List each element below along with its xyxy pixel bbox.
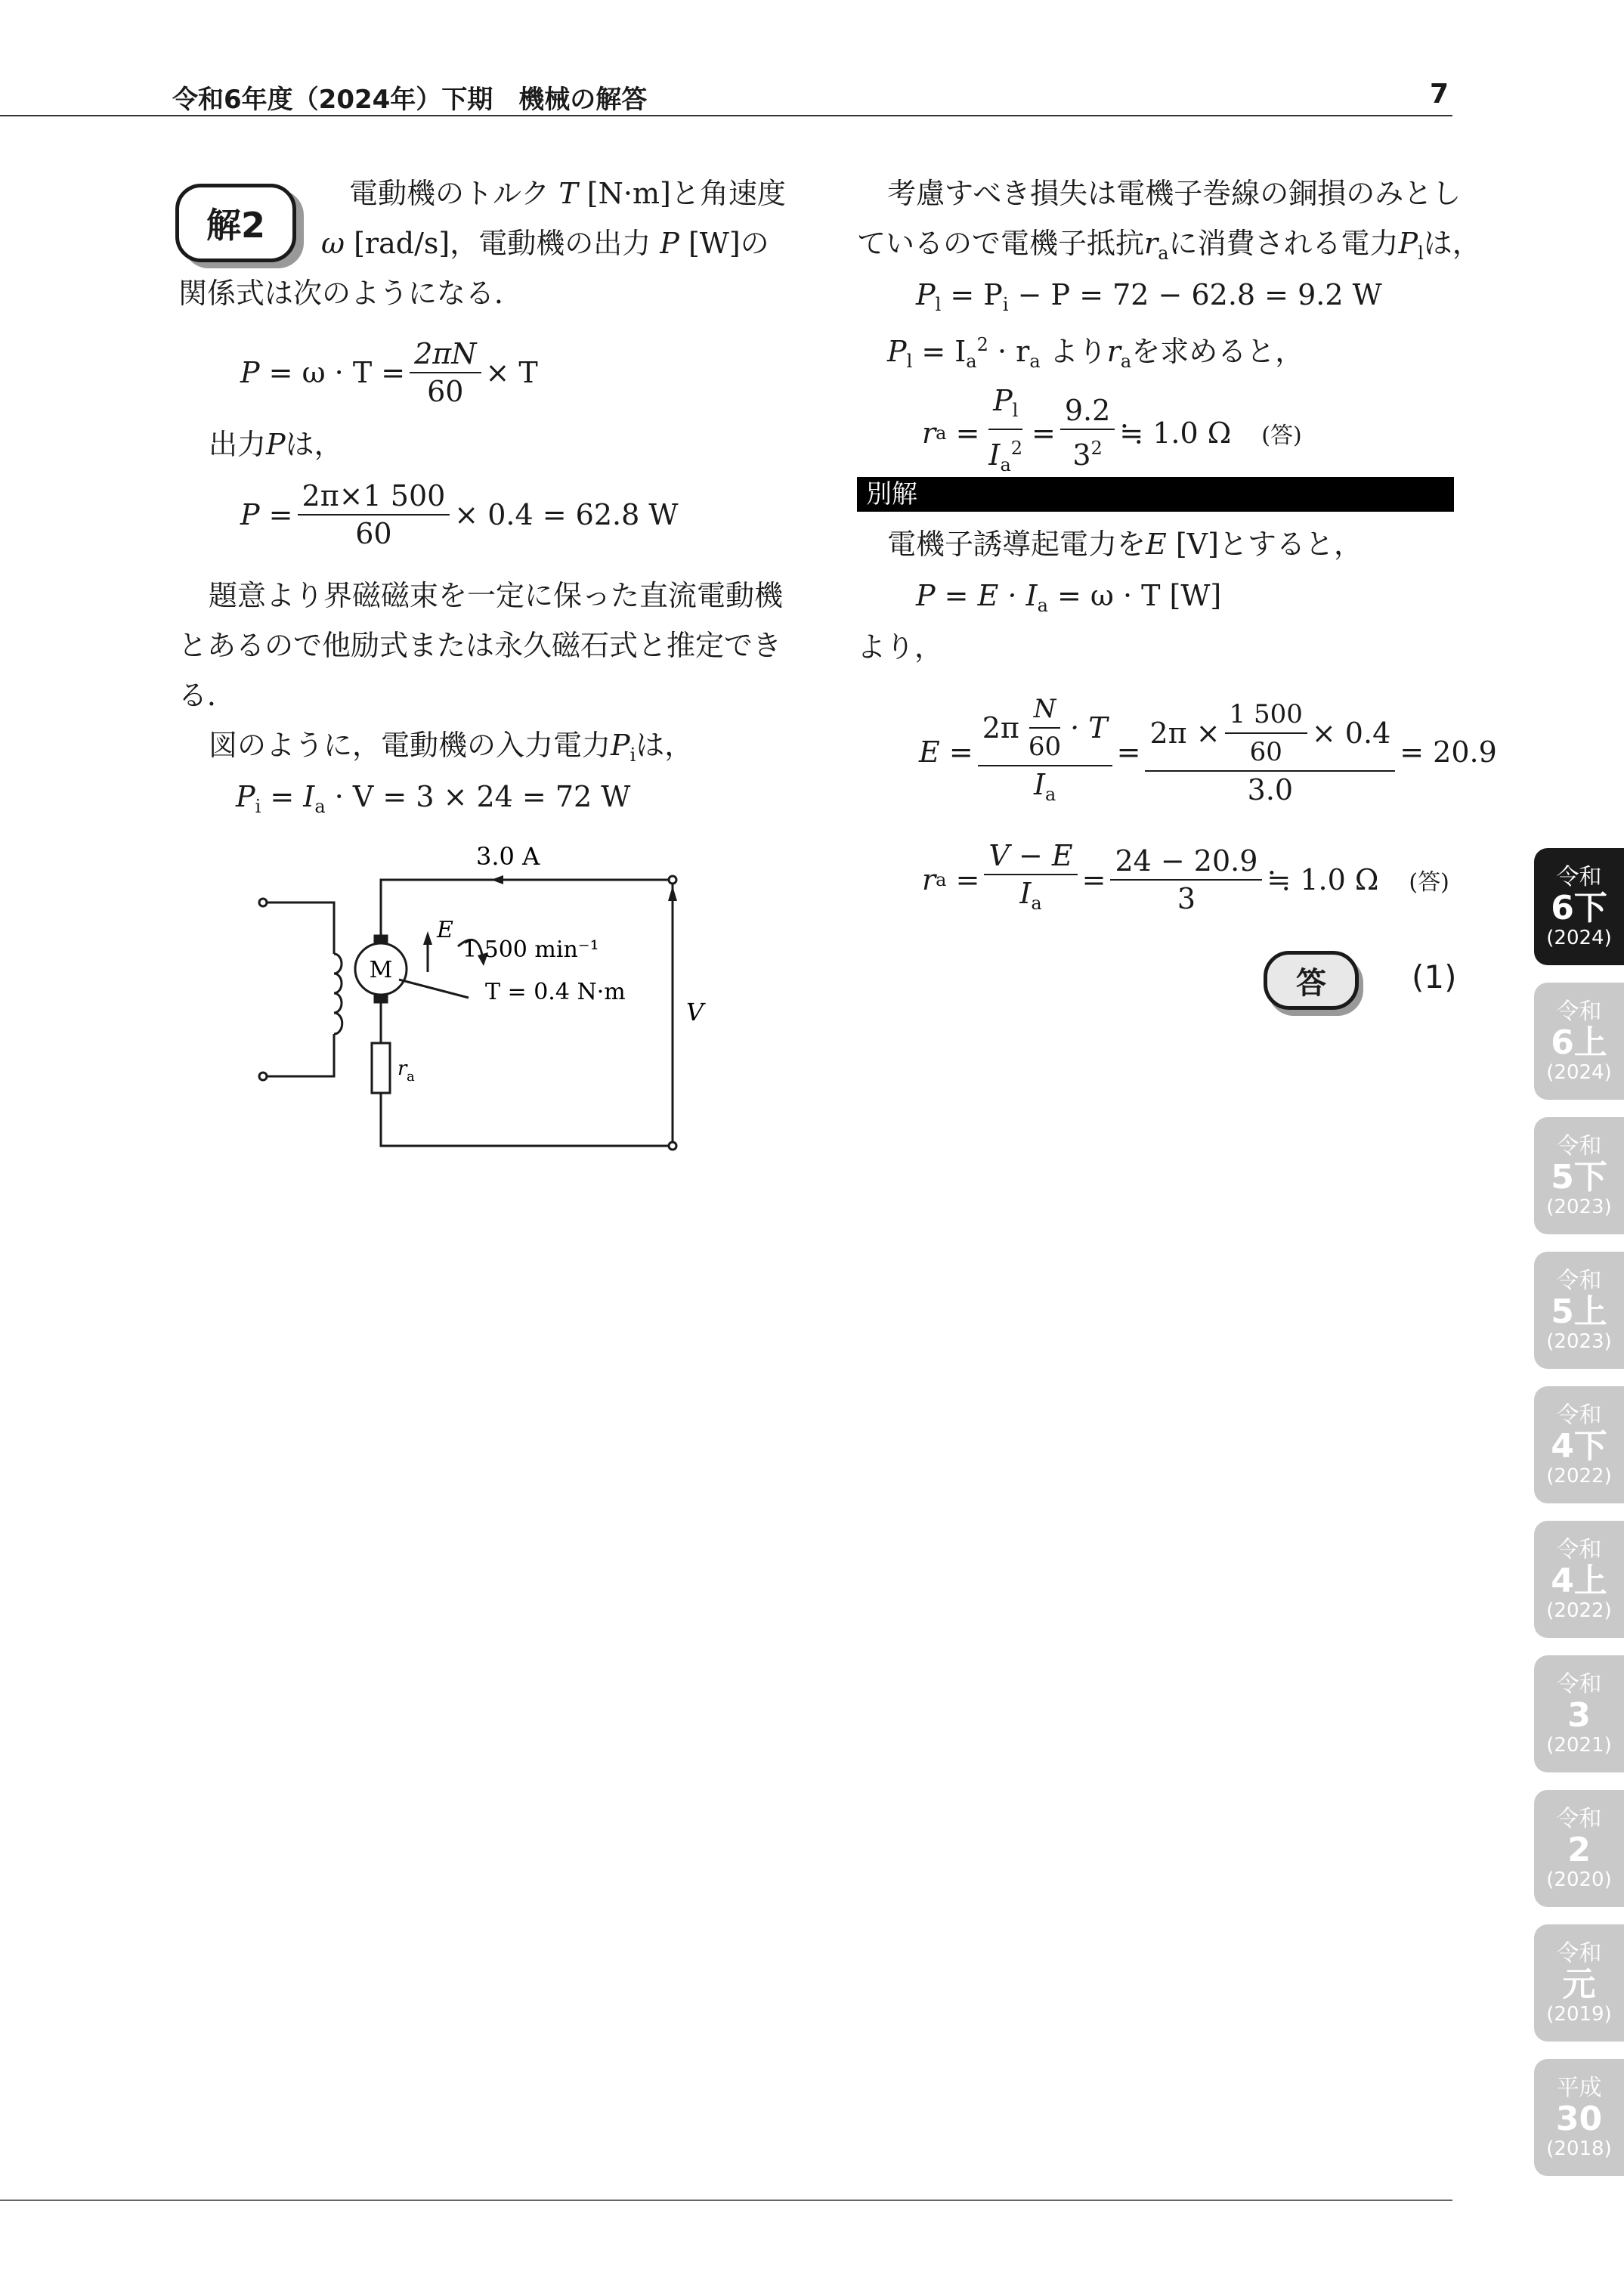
equation-emf: E = 2π $\frac{N}{60}$ · T $I_a$ = 2π × $\frac{1 500}{60}$ × 0.4 3.0 = 20.9 [919,694,1497,806]
alt-yori: より， [857,630,944,664]
field-wire-bottom [267,1034,334,1076]
header-rule [0,115,1452,116]
tab-r6-upper[interactable]: 令和 6上 (2024) [1534,983,1624,1100]
armature-resistor [372,1043,390,1093]
equation-copper-loss: $P_l = P_i - P = 72 - 62.8 = 9.2$ W [916,278,1382,315]
brush-top [375,936,387,943]
left-para3-line1: 図のように，電動機の入力電力$P_i$は， [209,729,694,766]
right-para1-line2: ているので電機子抵抗$r_a$に消費される電力$P_l$は， [857,227,1481,264]
tab-h30[interactable]: 平成 30 (2018) [1534,2059,1624,2176]
equation-loss-relation: $P_l = I_a^2 \cdot r_a$ より$r_a$を求めると， [887,334,1304,372]
answer-value: (1) [1412,958,1457,995]
field-terminal-top [259,899,267,906]
armature-wire-top [381,880,673,936]
tab-r2[interactable]: 令和 2 (2020) [1534,1790,1624,1907]
resistor-label: r [397,1057,407,1080]
equation-alt-power: $P = E \cdot I_a = \omega \cdot T$ [W] [916,579,1222,616]
answer-mark-2: (答) [1409,868,1449,896]
alt-line1: 電機子誘導起電力をE [V]とすると， [887,528,1363,561]
resistor-sub: a [407,1069,415,1085]
equation-input-power: $P_i = I_a \cdot V = 3 \times 24 = 72$ W [236,780,631,817]
tab-r4-upper[interactable]: 令和 4上 (2022) [1534,1521,1624,1638]
equation-resistance-alt: r a = $\frac{V - E}{I_a}$ = $\frac{24 - 20.9}{3}$ ≒ 1.0 Ω (答) [922,839,1449,915]
solution-badge: 解2 [175,184,296,262]
tab-r3[interactable]: 令和 3 (2021) [1534,1655,1624,1772]
equation-output-value: P = $\frac{2\pi\times 1 500}{60}$ × 0.4 = 62.8 W [240,479,679,550]
field-coil [334,954,342,1034]
equation-power-omega: P = ω · T = $\frac{2\pi N}{60}$ × T [240,337,538,408]
answer-badge: 答 [1264,951,1359,1010]
alternative-solution-heading: 別解 [857,477,1454,512]
motor-circuit-diagram [242,831,725,1172]
tab-r6-lower[interactable]: 令和 6下 (2024) [1534,848,1624,965]
left-para2-line2: とあるので他励式または永久磁石式と推定でき [178,629,782,662]
torque-leader [399,980,469,998]
footer-rule [0,2200,1452,2201]
left-para1-line2: ω [rad/s]，電動機の出力 P [W]の [321,227,769,260]
left-para1-line3: 関係式は次のようになる． [178,277,524,310]
current-label: 3.0 A [476,842,540,871]
supply-terminal-top [669,876,676,884]
tab-r5-upper[interactable]: 令和 5上 (2023) [1534,1252,1624,1369]
left-para1-line1: 電動機のトルク T [N·m]と角速度 [349,177,786,210]
left-para2-line1: 題意より界磁磁束を一定に保った直流電動機 [209,579,784,612]
page-number: 7 [1430,79,1449,110]
supply-terminal-bottom [669,1142,676,1150]
speed-label: 1 500 min⁻¹ [462,936,599,963]
emf-label: E [437,917,453,943]
tab-r4-lower[interactable]: 令和 4下 (2022) [1534,1386,1624,1503]
armature-wire-bottom [381,1093,673,1146]
tab-r1[interactable]: 令和 元 (2019) [1534,1924,1624,2042]
tab-r5-lower[interactable]: 令和 5下 (2023) [1534,1117,1624,1234]
answer-mark: (答) [1261,422,1302,449]
output-intro: 出力Pは， [209,428,343,461]
brush-bottom [375,995,387,1002]
voltage-arrowhead [668,886,677,901]
equation-resistance: r a = $\frac{P_l}{I_a^2}$ = $\frac{9.2}{3^2}$ ≒ 1.0 Ω (答) [922,384,1302,475]
field-terminal-bottom [259,1073,267,1080]
running-header-title: 令和6年度（2024年）下期 機械の解答 [172,85,648,115]
motor-label: M [369,957,393,983]
left-para2-line3: る． [178,679,237,712]
right-para1-line1: 考慮すべき損失は電機子巻線の銅損のみとし [887,177,1462,210]
current-arrowhead [491,875,503,884]
voltage-label: V [686,998,704,1026]
torque-label: T = 0.4 N·m [485,979,626,1005]
emf-arrowhead [423,931,432,945]
field-wire-top [267,902,334,954]
